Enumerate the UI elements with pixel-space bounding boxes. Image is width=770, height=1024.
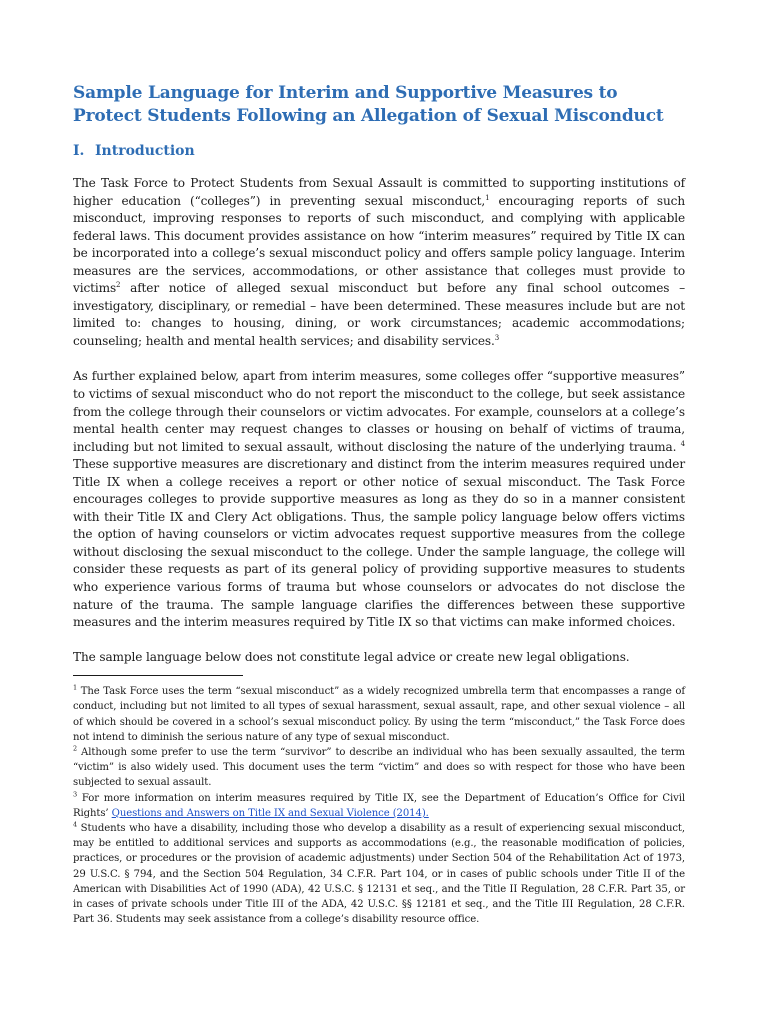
footnote-1-number: 1 — [73, 683, 78, 692]
footnote-ref-2[interactable]: 2 — [116, 281, 121, 290]
paragraph-2-text-a: As further explained below, apart from interim measures, some colleges offer “supportive measures” to victims of sexual misconduct who do not report the misconduct to the college, but seek assistance from the college through their counselors or victim advocates. For example, counselors at a college’s mental health center may request changes to classes or housing on behalf of victims of trauma, including but not limited to sexual assault, without disclosing the nature of the underlying trauma. — [73, 369, 685, 454]
footnote-divider — [73, 675, 243, 676]
footnote-3 — [73, 791, 685, 821]
paragraph-3: The sample language below does not constitute legal advice or create new legal obligations. — [73, 649, 630, 664]
footnote-4-text: Students who have a disability, including those who develop a disability as a result of experiencing sexual misconduct, may be entitled to additional services and supports as accommodations (e.g., the reasonable modification of policies, practices, or procedures or the provision of academic adjustments) under Section 504 of the Rehabilitation Act of 1973, 29 U.S.C. § 794, and the Section 504 Regulation, 34 C.F.R. Part 104, or in cases of public schools under Title II of the American with Disabilities Act of 1990 (ADA), 42 U.S.C. § 12131 et seq., and the Title II Regulation, 28 C.F.R. Part 35, or in cases of private schools under Title III of the ADA, 42 U.S.C. §§ 12181 et seq., and the Title III Regulation, 28 C.F.R. Part 36. Students may seek assistance from a college’s disability resource office. — [73, 823, 685, 926]
title-line-2: Protect Students Following an Allegation of Sexual Misconduct — [73, 106, 664, 126]
footnote-1 — [73, 684, 685, 745]
document-page — [73, 82, 685, 927]
footnote-4-number: 4 — [73, 820, 78, 829]
paragraph-1-text-a: The Task Force to Protect Students from Sexual Assault is committed to supporting institutions of higher education (“colleges”) in preventing sexual misconduct, — [73, 176, 685, 208]
document-title — [73, 82, 685, 128]
footnote-2-text: Although some prefer to use the term “survivor” to describe an individual who has been sexually assaulted, the term “victim” is also widely used. This document uses the term “victim” and does so with respect for those who have been subjected to sexual assault. — [73, 747, 685, 789]
section-number: I. — [73, 143, 85, 159]
paragraph-2 — [73, 368, 685, 631]
footnote-ref-1[interactable]: 1 — [485, 193, 490, 202]
paragraph-1 — [73, 175, 685, 350]
footnote-3-number: 3 — [73, 790, 78, 799]
footnote-2-number: 2 — [73, 744, 78, 753]
paragraph-1-text-c: after notice of alleged sexual misconduct but before any final school outcomes – investigatory, disciplinary, or remedial – have been determined. These measures include but are not limited to: changes to housing, dining, or work circumstances; academic accommodations; counseling; health and mental health services; and disability services. — [73, 281, 685, 348]
footnote-1-text: The Task Force uses the term “sexual misconduct” as a widely recognized umbrella term that encompasses a range of conduct, including but not limited to all types of sexual harassment, sexual assault, rape, and other sexual violence – all of which should be covered in a school’s sexual misconduct policy. By using the term “misconduct,” the Task Force does not intend to diminish the serious nature of any type of sexual misconduct. — [73, 686, 685, 743]
footnote-ref-4[interactable]: 4 — [680, 439, 685, 448]
title-line-1: Sample Language for Interim and Supportive Measures to — [73, 83, 618, 103]
footnote-3-text: For more information on interim measures required by Title IX, see the Department of Education’s Office for Civil Rights’ — [73, 792, 685, 819]
title-ix-qa-link[interactable]: Questions and Answers on Title IX and Sexual Violence (2014). — [111, 807, 429, 819]
footnote-2 — [73, 745, 685, 791]
footnote-ref-3[interactable]: 3 — [494, 333, 500, 342]
paragraph-2-text-b: These supportive measures are discretionary and distinct from the interim measures required under Title IX when a college receives a report or other notice of sexual misconduct. The Task Force encourages colleges to provide supportive measures as long as they do so in a manner consistent with their Title IX and Clery Act obligations. Thus, the sample policy language below offers victims the option of having counselors or victim advocates request supportive measures from the college without disclosing the sexual misconduct to the college. Under the sample language, the college will consider these requests as part of its general policy of providing supportive measures to students who experience various forms of trauma but whose counselors or advocates do not disclose the nature of the trauma. The sample language clarifies the differences between these supportive measures and the interim measures required by Title IX so that victims can make informed choices. — [73, 457, 685, 630]
footnote-4 — [73, 821, 685, 927]
section-title: Introduction — [95, 143, 195, 159]
paragraph-1-text-b: encouraging reports of such misconduct, improving responses to reports of such misconduct, and complying with applicable federal laws. This document provides assistance on how “interim measures” required by Title IX can be incorporated into a college’s sexual misconduct policy and offers sample policy language. Interim measures are the services, accommodations, or other assistance that colleges must provide to victims — [73, 193, 685, 296]
section-heading — [73, 141, 685, 161]
footnotes — [73, 684, 685, 927]
